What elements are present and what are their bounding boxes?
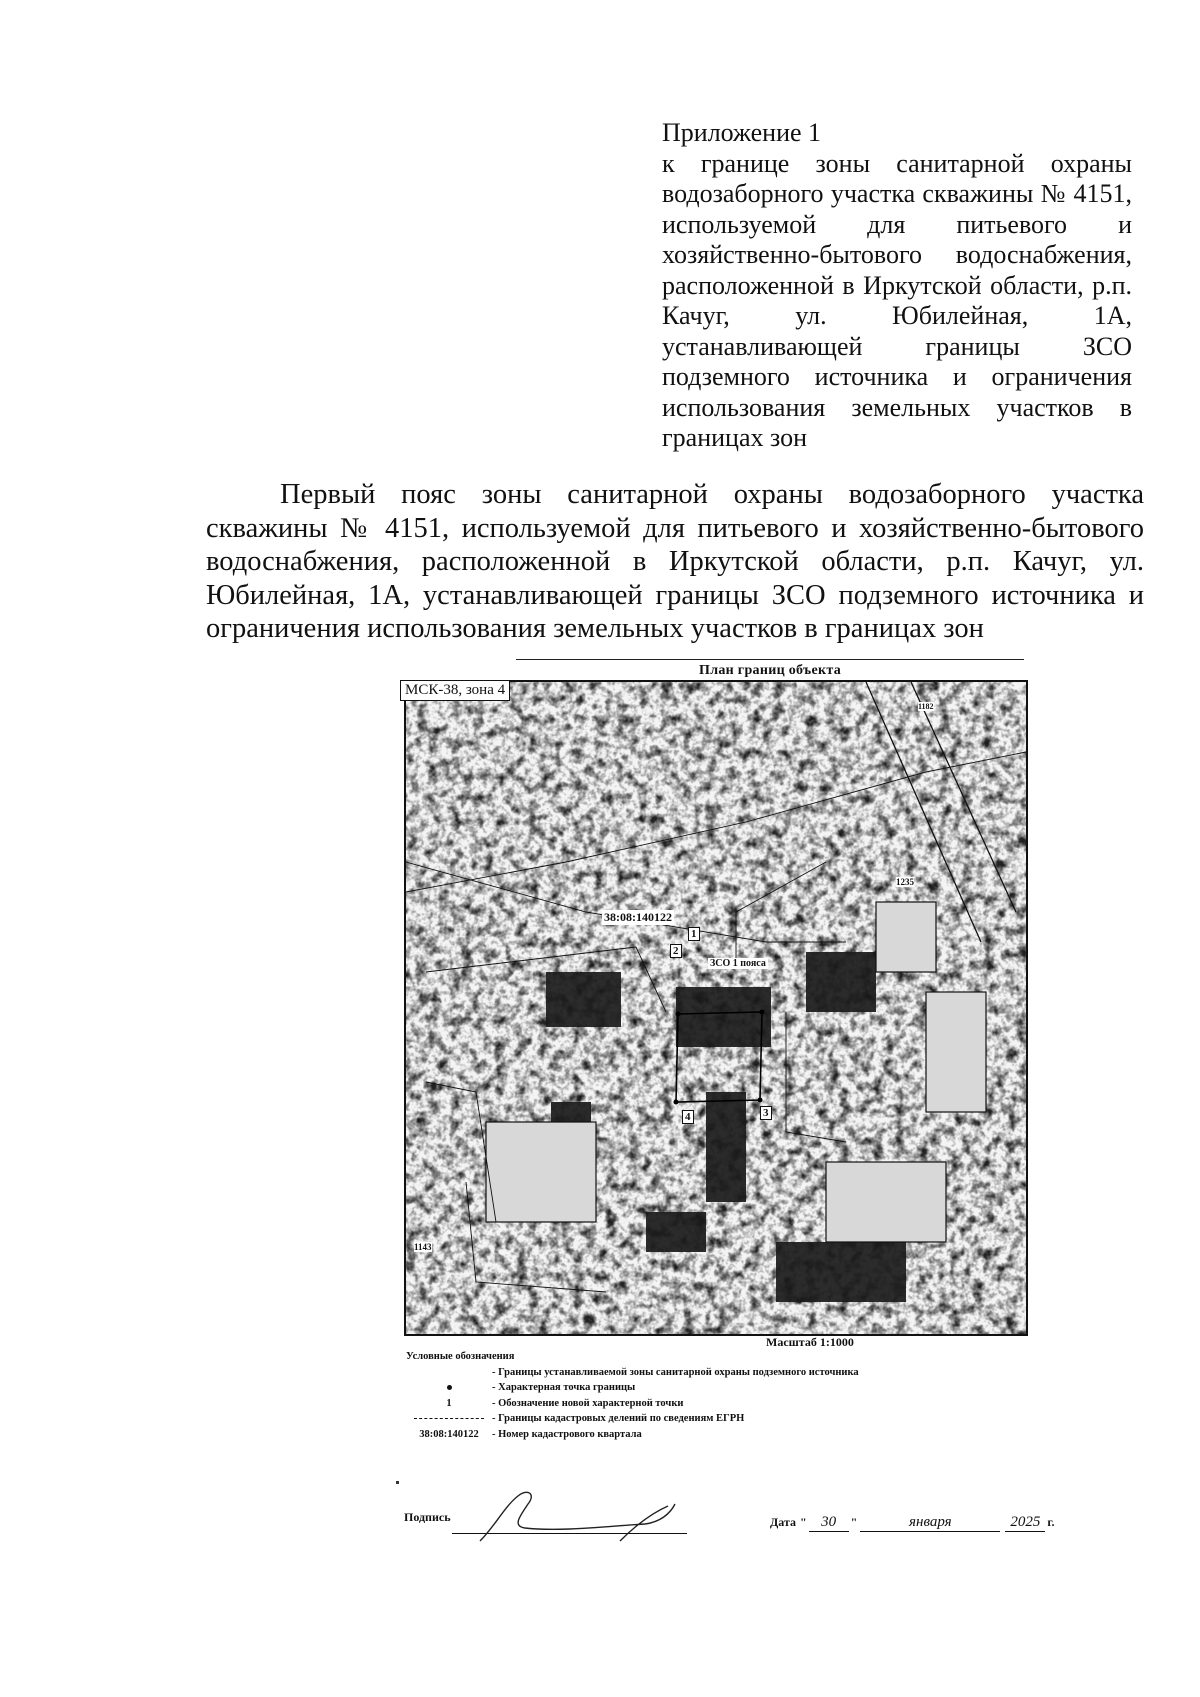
date-suffix: г. (1047, 1515, 1055, 1529)
legend-row-new-point: 1 - Обозначение новой характерной точки (446, 1397, 684, 1409)
point-dot-icon (447, 1385, 452, 1390)
point-label-4: 4 (682, 1110, 694, 1124)
appendix-header (662, 118, 1132, 454)
date-block: Дата " 30 " января 2025 г. (770, 1514, 1055, 1530)
handwritten-signature (470, 1486, 700, 1546)
point-label-3: 3 (760, 1106, 772, 1120)
legend-heading: Условные обозначения (406, 1351, 515, 1362)
signature-label: Подпись (404, 1510, 451, 1524)
crs-label: МСК-38, зона 4 (400, 680, 510, 701)
point-label-1: 1 (688, 927, 700, 941)
dashed-line-icon (414, 1418, 484, 1419)
legend-row-zso-boundary: - Границы устанавливаемой зоны санитарной охраны подземного источника (492, 1366, 859, 1378)
date-day: 30 (809, 1514, 849, 1532)
map-scale: Масштаб 1:1000 (766, 1335, 854, 1349)
date-label: Дата (770, 1515, 796, 1529)
legend (406, 1349, 1026, 1442)
date-year: 2025 (1005, 1514, 1045, 1532)
legend-row-quarter-number: 38:08:140122 - Номер кадастрового квартала (419, 1428, 642, 1440)
zone-label: ЗСО 1 пояса (710, 958, 766, 969)
legend-row-cadastral-line: - Границы кадастровых делений по сведениям ЕГРН (406, 1411, 1026, 1427)
lot-label-ne: 1235 (896, 877, 914, 887)
stray-mark (396, 1481, 399, 1484)
lot-label-top: 1182 (918, 702, 934, 711)
intro-paragraph: Первый пояс зоны санитарной охраны водозаборного участка скважины № 4151, используемой для питьевого и хозяйственно-бытового водоснабжения, расположенной в Иркутской области, р.п. Качуг, ул. Юбилейная, 1А, устанавливающей границы ЗСО подземного источника и ограничения использования земельных участков в границах зон (206, 479, 1144, 644)
aerial-map (404, 680, 1028, 1336)
date-month: января (860, 1514, 1000, 1532)
map-graphic (406, 682, 1026, 1334)
plan-title-rule (516, 659, 1024, 660)
cadastral-label: 38:08:140122 (604, 910, 672, 924)
plan-title: План границ объекта (699, 663, 841, 678)
point-label-2: 2 (670, 944, 682, 958)
lot-label-sw: 1143 (414, 1242, 432, 1252)
legend-row-point: - Характерная точка границы (406, 1380, 1026, 1396)
appendix-description: к границе зоны санитарной охраны водозаборного участка скважины № 4151, используемой для питьевого и хозяйственно-бытового водоснабжения, расположенной в Иркутской области, р.п. Качуг, ул. Юбилейная, 1А, устанавливающей границы ЗСО подземного источника и ограничения использования земельных участков в границах зон (662, 148, 1132, 452)
appendix-title: Приложение 1 (662, 118, 822, 147)
